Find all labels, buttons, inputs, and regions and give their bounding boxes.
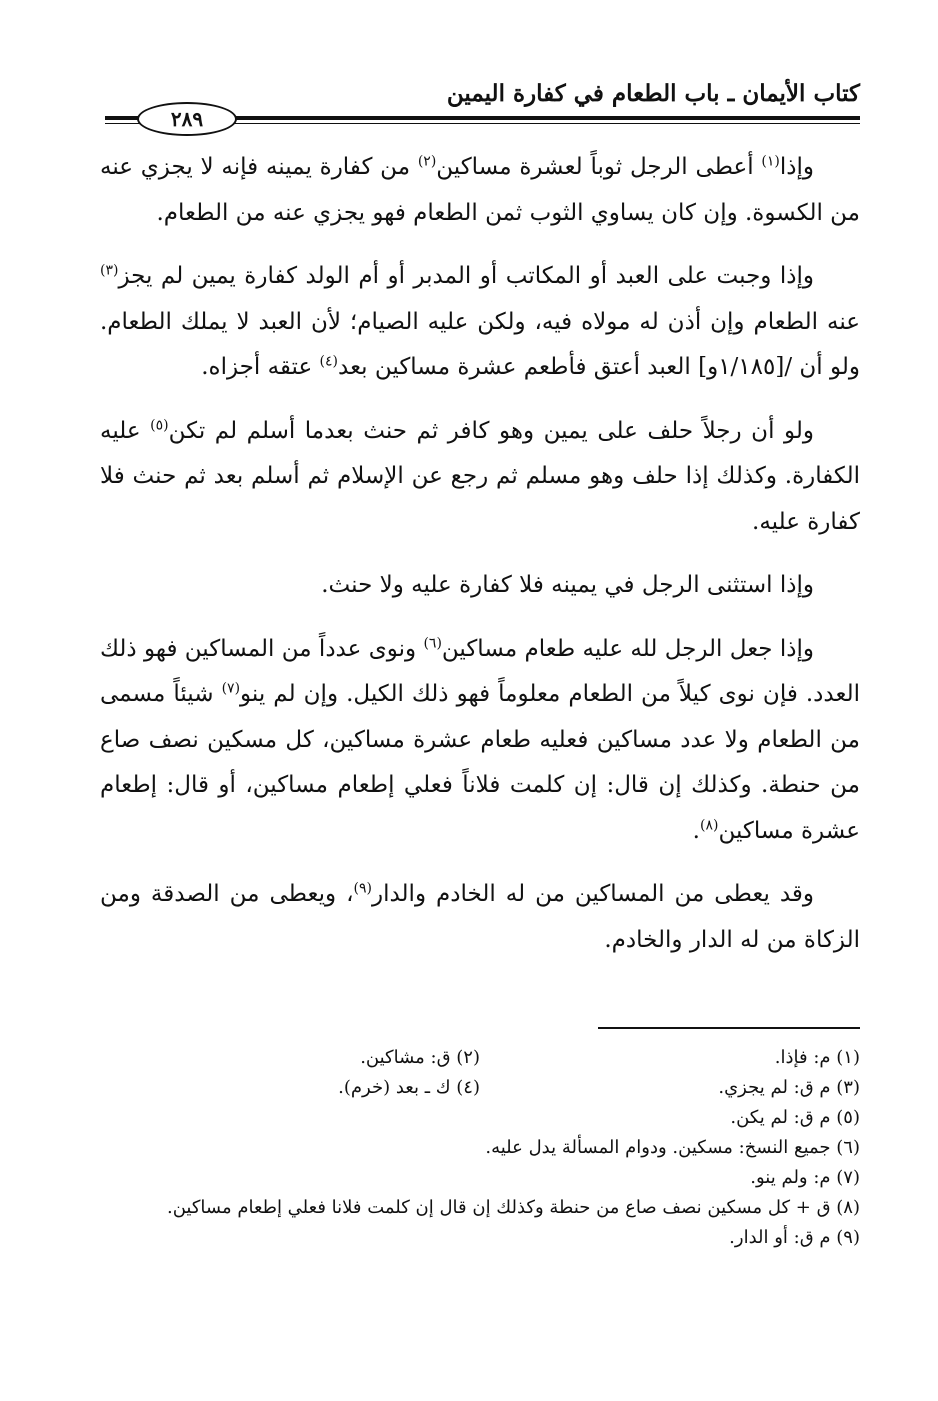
footnote-ref: (٢) <box>417 153 437 170</box>
text-run: ، ويعطى من الصدقة ومن الزكاة من له الدار والخادم. <box>100 881 860 953</box>
main-text <box>100 145 860 981</box>
footnote: (٨) ق + كل مسكين نصف صاع من حنطة وكذلك إن قال إن كلمت فلانا فعلي إطعام مساكين. <box>166 1197 860 1218</box>
text-run: وإذا وجبت على العبد أو المكاتب أو المدبر أو أم الولد كفارة يمين لم يجز <box>118 263 814 289</box>
footnote: (٧) م: ولم ينو. <box>750 1167 860 1188</box>
footnote: (١) م: فإذا. <box>774 1047 860 1068</box>
footnote: (٢) ق: مشاكين. <box>360 1047 480 1068</box>
text-run: أعطى الرجل ثوباً لعشرة مساكين <box>436 154 762 180</box>
text-run: وإذا جعل الرجل لله عليه طعام مساكين <box>441 635 814 662</box>
footnote: (٦) جميع النسخ: مسكين. ودوام المسألة يدل عليه. <box>485 1137 860 1158</box>
footnote-row <box>100 1073 860 1103</box>
text-run: من كفارة يمينه فإنه لا يجزي عنه من الكسوة. وإن كان يساوي الثوب ثمن الطعام فهو يجزي عنه من الطعام. <box>100 154 860 226</box>
paragraph <box>100 563 860 609</box>
footnote-row <box>100 1043 860 1073</box>
footnote-separator <box>598 1027 860 1029</box>
footnote: (٥) م ق: لم يكن. <box>730 1107 860 1128</box>
footnote-ref: (٨) <box>699 816 719 833</box>
page-number: ٢٨٩ <box>137 102 237 136</box>
chapter-title: كتاب الأيمان ـ باب الطعام في كفارة اليمين <box>446 80 860 107</box>
footnote: (٩) م ق: أو الدار. <box>729 1227 860 1248</box>
text-run: عليه الكفارة. وكذلك إذا حلف وهو مسلم ثم رجع عن الإسلام ثم أسلم بعد ثم حنث فلا كفارة عليه. <box>100 417 860 535</box>
text-run: وقد يعطى من المساكين من له الخادم والدار <box>371 881 814 907</box>
footnote-ref: (٦) <box>423 634 442 651</box>
footnote-ref: (٤) <box>319 353 338 370</box>
footnote-ref: (١) <box>761 153 780 170</box>
text-run: وإذا استثنى الرجل في يمينه فلا كفارة عليه ولا حنث. <box>321 572 814 598</box>
paragraph <box>100 254 860 391</box>
paragraph <box>100 145 860 236</box>
paragraph <box>100 627 860 855</box>
footnote-ref: (٩) <box>353 880 372 897</box>
paragraph <box>100 872 860 963</box>
text-run: عتقه أجزاه. <box>201 354 320 380</box>
footnote-ref: (٣) <box>100 262 119 279</box>
text-run: . <box>692 817 700 844</box>
text-run: وإذا <box>779 154 815 180</box>
footnote-ref: (٧) <box>221 680 241 697</box>
paragraph <box>100 409 860 546</box>
footnote: (٤) ك ـ بعد (خرم). <box>338 1077 480 1098</box>
footnote: (٣) م ق: لم يجزي. <box>718 1077 860 1098</box>
text-run: عنه الطعام وإن أذن له مولاه فيه، ولكن عليه الصيام؛ لأن العبد لا يملك الطعام. ولو أن /[١/١٨٥و] العبد أعتق فأطعم عشرة مساكين بعد <box>100 308 860 380</box>
footnotes <box>100 1043 860 1253</box>
text-run: شيئاً مسمى من الطعام ولا عدد مساكين فعليه طعام عشرة مساكين، كل مسكين نصف صاع من حنطة. وكذلك إن قال: إن كلمت فلاناً فعلي إطعام مساكين، أو قال: إطعام عشرة مساكين <box>100 681 860 844</box>
footnote-ref: (٥) <box>150 416 169 433</box>
text-run: ولو أن رجلاً حلف على يمين وهو كافر ثم حنث بعدما أسلم لم تكن <box>168 417 814 444</box>
text-run: ونوى عدداً من المساكين فهو ذلك العدد. فإن نوى كيلاً من الطعام معلوماً فهو ذلك الكيل. وإن لم ينو <box>100 635 860 707</box>
running-header <box>105 68 860 131</box>
